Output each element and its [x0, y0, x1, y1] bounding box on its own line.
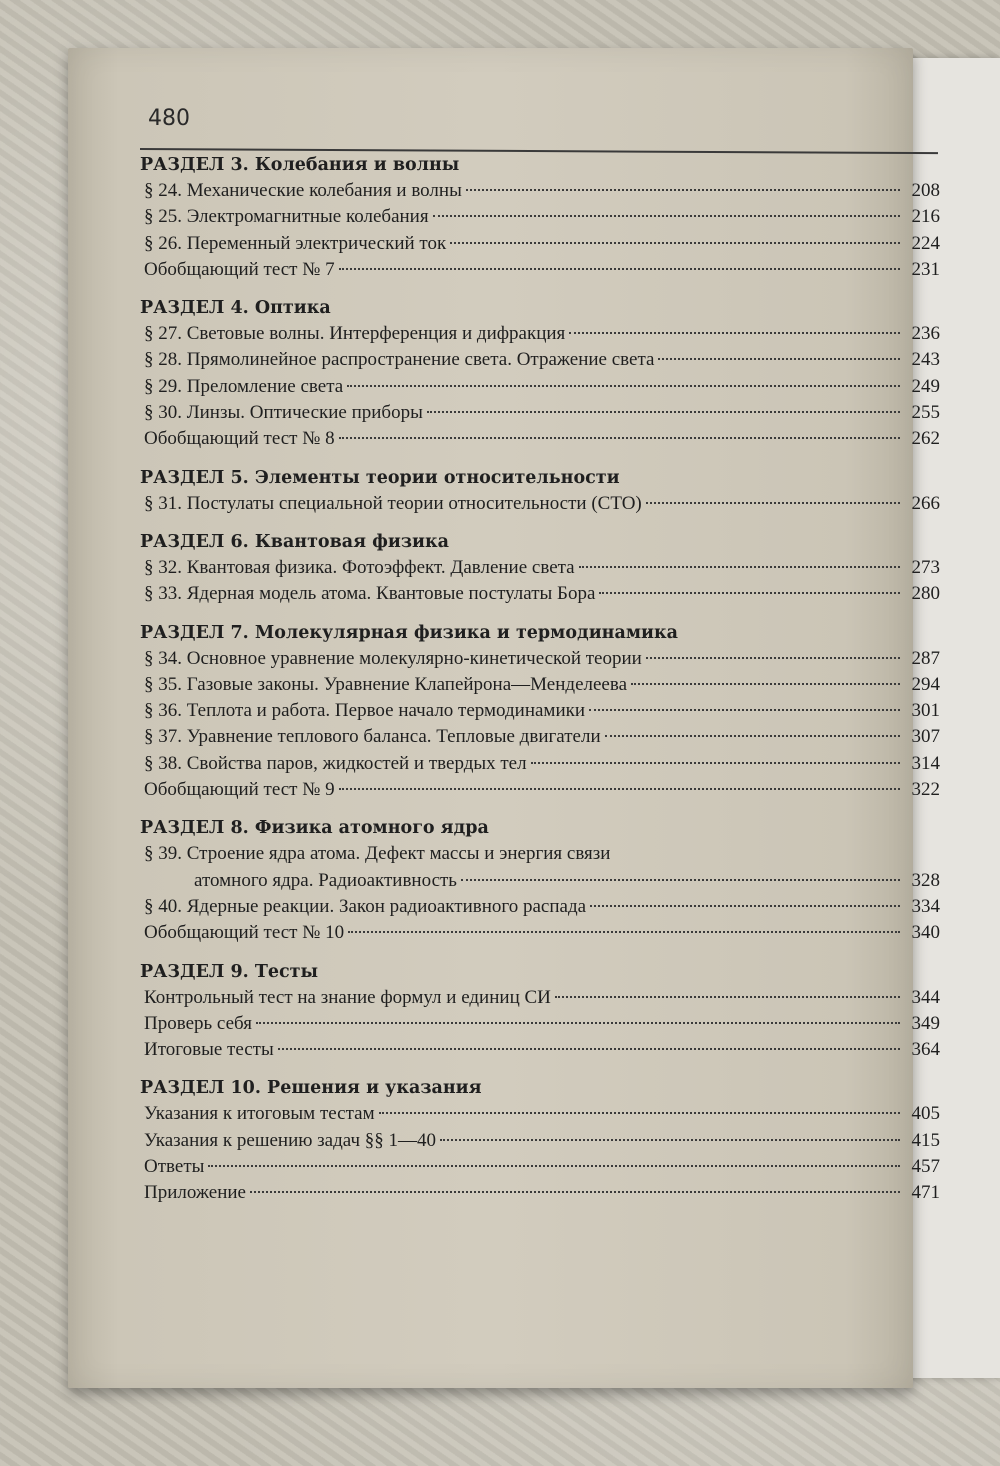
section-gap: [140, 947, 940, 959]
toc-entry[interactable]: [140, 1011, 940, 1037]
toc-entry-text: § 39. Строение ядра атома. Дефект массы и энергия связи: [144, 843, 611, 865]
toc-entry-text: Обобщающий тест № 9: [144, 779, 335, 801]
toc-entry[interactable]: [140, 204, 940, 230]
page-number: 480: [148, 106, 190, 131]
toc-entry-page: 294: [911, 673, 940, 695]
toc-entry[interactable]: [140, 491, 940, 517]
toc-entry-page: 340: [911, 922, 940, 944]
section-title: РАЗДЕЛ 4. Оптика: [140, 298, 331, 319]
toc-entry-text: Проверь себя: [144, 1012, 252, 1034]
dot-leader: [555, 996, 900, 998]
toc-entry-text: § 26. Переменный электрический ток: [144, 232, 447, 254]
toc-entry-text: § 33. Ядерная модель атома. Квантовые постулаты Бора: [144, 583, 596, 605]
toc-entry[interactable]: [140, 178, 940, 204]
toc-entry[interactable]: [140, 257, 940, 283]
dot-leader: [466, 189, 900, 191]
toc-entry-text: Ответы: [144, 1156, 205, 1178]
toc-entry-text: § 35. Газовые законы. Уравнение Клапейрона—Менделеева: [144, 673, 628, 695]
toc-entry-text: § 24. Механические колебания и волны: [144, 180, 462, 201]
dot-leader: [579, 566, 900, 568]
section-gap: [140, 517, 940, 529]
section-title: РАЗДЕЛ 9. Тесты: [140, 961, 319, 982]
dot-leader: [589, 709, 900, 711]
dot-leader: [208, 1165, 900, 1167]
toc-entry-page: 322: [911, 779, 940, 801]
section-gap: [140, 283, 940, 295]
toc-entry-text: Обобщающий тест № 8: [144, 428, 335, 450]
toc-entry[interactable]: [140, 672, 940, 698]
section-title: РАЗДЕЛ 8. Физика атомного ядра: [140, 818, 489, 839]
dot-leader: [569, 332, 900, 334]
toc-entry-text: Приложение: [144, 1182, 246, 1204]
toc-entry-page: 349: [911, 1012, 940, 1034]
toc-entry-page: 328: [911, 869, 940, 891]
toc-entry-page: 405: [911, 1103, 940, 1125]
toc-entry-page: 255: [911, 402, 940, 424]
toc-entry[interactable]: [140, 985, 940, 1011]
toc-entry-page: 231: [911, 258, 940, 280]
section-title: РАЗДЕЛ 3. Колебания и волны: [140, 155, 460, 175]
toc-entry-text: § 34. Основное уравнение молекулярно-кинетической теории: [144, 647, 642, 669]
dot-leader: [339, 268, 900, 270]
dot-leader: [379, 1112, 900, 1114]
dot-leader: [631, 683, 900, 685]
toc-entry[interactable]: [140, 555, 940, 581]
toc-entry[interactable]: [140, 751, 940, 777]
section-title: РАЗДЕЛ 10. Решения и указания: [140, 1078, 482, 1099]
toc-entry-page: 249: [911, 375, 940, 397]
toc-entry[interactable]: [140, 374, 940, 400]
toc-entry[interactable]: [140, 400, 940, 426]
toc-entry-text: атомного ядра. Радиоактивность: [194, 869, 457, 891]
table-of-contents: [140, 152, 940, 1207]
section-title: РАЗДЕЛ 7. Молекулярная физика и термодинамика: [140, 622, 678, 643]
toc-entry[interactable]: [140, 1180, 940, 1206]
toc-entry-text: Обобщающий тест № 7: [144, 258, 335, 280]
toc-entry-page: 236: [911, 323, 940, 345]
dot-leader: [250, 1191, 900, 1193]
toc-entry[interactable]: [140, 1037, 940, 1063]
dot-leader: [646, 657, 900, 659]
toc-entry-text: § 37. Уравнение теплового баланса. Тепловые двигатели: [144, 726, 601, 748]
dot-leader: [339, 788, 900, 790]
toc-entry-text: Указания к решению задач §§ 1—40: [144, 1129, 437, 1151]
toc-entry-text: § 40. Ядерные реакции. Закон радиоактивного распада: [144, 895, 587, 917]
toc-entry[interactable]: [140, 777, 940, 803]
toc-entry-page: 216: [911, 206, 940, 228]
toc-entry-page: 287: [911, 647, 940, 669]
dot-leader: [646, 502, 900, 504]
toc-entry[interactable]: [140, 894, 940, 920]
toc-entry-text: Контрольный тест на знание формул и единиц СИ: [144, 986, 551, 1008]
dot-leader: [605, 735, 900, 737]
toc-entry[interactable]: [140, 231, 940, 257]
toc-entry[interactable]: [140, 646, 940, 672]
toc-entry-page: 307: [911, 726, 940, 748]
toc-entry-text: § 25. Электромагнитные колебания: [144, 206, 429, 228]
toc-entry-text: Обобщающий тест № 10: [144, 922, 345, 944]
toc-entry-page: 301: [911, 700, 940, 722]
toc-entry-page: 208: [911, 180, 940, 201]
toc-entry[interactable]: [140, 868, 940, 894]
toc-entry-text: § 36. Теплота и работа. Первое начало термодинамики: [144, 700, 586, 722]
toc-entry[interactable]: [140, 1128, 940, 1154]
section-gap: [140, 1063, 940, 1075]
toc-entry[interactable]: [140, 347, 940, 373]
toc-entry-page: 471: [911, 1182, 940, 1204]
dot-leader: [427, 411, 900, 413]
toc-entry[interactable]: [140, 1154, 940, 1180]
toc-entry-page: 262: [911, 428, 940, 450]
toc-entry-text: § 29. Преломление света: [144, 375, 344, 397]
toc-entry-text: § 30. Линзы. Оптические приборы: [144, 402, 423, 424]
section-gap: [140, 803, 940, 815]
dot-leader: [278, 1048, 900, 1050]
dot-leader: [531, 762, 900, 764]
toc-entry[interactable]: [140, 724, 940, 750]
section-gap: [140, 608, 940, 620]
toc-entry-page: 314: [911, 752, 940, 774]
toc-entry-page: 243: [911, 349, 940, 371]
section-title: РАЗДЕЛ 5. Элементы теории относительности: [140, 467, 620, 488]
dot-leader: [339, 437, 900, 439]
toc-entry-page: 266: [911, 492, 940, 514]
dot-leader: [440, 1139, 900, 1141]
dot-leader: [658, 358, 900, 360]
toc-entry-page: 415: [911, 1129, 940, 1151]
dot-leader: [348, 931, 900, 933]
dot-leader: [256, 1022, 900, 1024]
toc-entry-page: 273: [911, 556, 940, 578]
dot-leader: [590, 905, 900, 907]
toc-entry-text: § 28. Прямолинейное распространение света. Отражение света: [144, 349, 655, 371]
toc-entry[interactable]: [140, 426, 940, 452]
dot-leader: [347, 385, 900, 387]
dot-leader: [461, 879, 900, 881]
toc-entry[interactable]: [140, 321, 940, 347]
toc-entry-text: Указания к итоговым тестам: [144, 1103, 375, 1125]
toc-entry-text: § 31. Постулаты специальной теории относительности (СТО): [144, 492, 642, 514]
dot-leader: [450, 242, 900, 244]
toc-entry-page: 224: [911, 232, 940, 254]
toc-entry-page: 334: [911, 895, 940, 917]
toc-entry-text: § 38. Свойства паров, жидкостей и твердых тел: [144, 752, 527, 774]
section-gap: [140, 453, 940, 465]
toc-entry[interactable]: [140, 581, 940, 607]
dot-leader: [433, 215, 900, 217]
toc-entry-text: Итоговые тесты: [144, 1039, 274, 1061]
section-title: РАЗДЕЛ 6. Квантовая физика: [140, 531, 450, 552]
dot-leader: [599, 592, 900, 594]
toc-entry[interactable]: [140, 841, 940, 867]
book-page: [68, 48, 940, 1388]
toc-entry-text: § 32. Квантовая физика. Фотоэффект. Давление света: [144, 556, 575, 578]
toc-entry-page: 280: [911, 583, 940, 605]
toc-entry-text: § 27. Световые волны. Интерференция и дифракция: [144, 323, 566, 345]
toc-entry[interactable]: [140, 920, 940, 946]
toc-entry-page: 364: [911, 1039, 940, 1061]
toc-entry[interactable]: [140, 1101, 940, 1127]
toc-entry-page: 457: [911, 1156, 940, 1178]
toc-entry[interactable]: [140, 698, 940, 724]
toc-entry-page: 344: [911, 986, 940, 1008]
